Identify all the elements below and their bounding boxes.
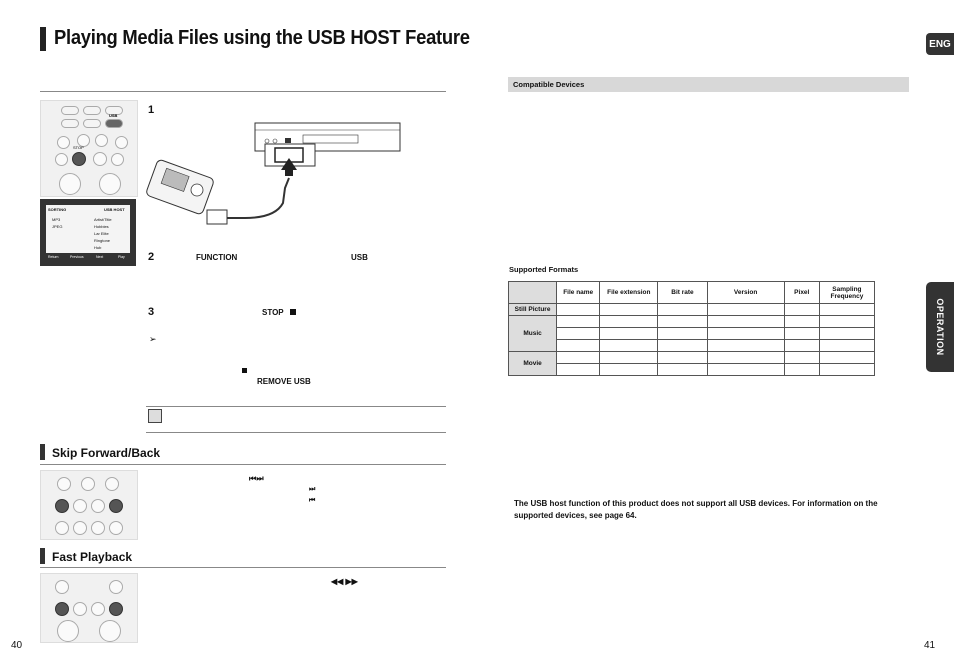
osd-item: Artist/Title <box>94 217 112 222</box>
section-marker <box>40 548 45 564</box>
step-2-number: 2 <box>148 251 155 263</box>
usb-connection-illustration <box>145 118 405 238</box>
table-header <box>509 282 557 304</box>
stop-key-text: STOP <box>262 308 284 317</box>
osd-item: Lar Elite <box>94 231 109 236</box>
supported-formats-title: Supported Formats <box>509 265 579 274</box>
operation-tab <box>926 282 954 372</box>
osd-screen <box>40 199 136 266</box>
remote-illustration <box>40 470 138 540</box>
fast-playback-icons: ◀◀ ▶▶ <box>331 577 358 586</box>
language-tab: ENG <box>926 33 954 55</box>
remove-usb-label: REMOVE USB <box>257 377 311 386</box>
divider <box>40 91 446 92</box>
page-title: Playing Media Files using the USB HOST Feature <box>54 27 470 49</box>
stop-icon <box>290 309 296 315</box>
supported-formats-table <box>508 281 875 376</box>
osd-item: Hub <box>94 245 102 250</box>
divider <box>146 406 446 407</box>
table-header: Bit rate <box>658 282 707 304</box>
divider <box>40 464 446 465</box>
osd-usb-host-label: USB HOST <box>104 207 125 212</box>
function-key-label: FUNCTION <box>196 253 238 262</box>
table-header: File extension <box>600 282 658 304</box>
page-number-right: 41 <box>924 640 936 651</box>
osd-sorting-label: SORTING <box>48 207 67 212</box>
table-row-label: Still Picture <box>509 304 557 316</box>
osd-footer-item: Return <box>48 255 59 259</box>
skip-section-title: Skip Forward/Back <box>52 446 161 460</box>
usb-note: The USB host function of this product does not support all USB devices. For information on the supported devices, see page 64. <box>514 499 878 520</box>
table-header: Sampling Frequency <box>819 282 874 304</box>
usb-key-label-text: USB <box>351 253 368 262</box>
osd-footer-item: Play <box>118 255 125 259</box>
remote-illustration <box>40 100 138 197</box>
skip-icons: ⏮ ⏭ <box>249 474 263 483</box>
usb-key-label: USB <box>109 113 118 118</box>
page-number-left: 40 <box>11 640 23 651</box>
table-header: File name <box>557 282 600 304</box>
skip-forward-icon: ⏭ <box>309 486 316 493</box>
compatible-devices-header <box>508 77 909 92</box>
stop-icon <box>242 368 247 373</box>
fast-section-title: Fast Playback <box>52 550 133 564</box>
title-bar <box>40 27 46 51</box>
osd-footer-item: Next <box>96 255 104 259</box>
stop-key-label: STOP <box>73 145 84 150</box>
arrow-bullet-icon: ➢ <box>149 334 157 344</box>
osd-item: Hobbies <box>94 224 109 229</box>
note-icon <box>148 409 162 423</box>
table-header: Version <box>707 282 784 304</box>
remote-illustration <box>40 573 138 643</box>
step-1-number: 1 <box>148 104 155 116</box>
table-row-label: Music <box>509 316 557 352</box>
divider <box>40 567 446 568</box>
divider <box>146 432 446 433</box>
osd-item: JPEG <box>52 224 63 229</box>
osd-footer-item: Previous <box>70 255 84 259</box>
osd-item: MP3 <box>52 217 61 222</box>
step-3-number: 3 <box>148 306 155 318</box>
skip-back-icon: ⏮ <box>309 497 316 504</box>
osd-item: Ringtone <box>94 238 111 243</box>
table-header: Pixel <box>784 282 819 304</box>
operation-tab-label: OPERATION <box>935 298 945 356</box>
compatible-devices-label: Compatible Devices <box>513 80 585 89</box>
table-row-label: Movie <box>509 352 557 376</box>
section-marker <box>40 444 45 460</box>
